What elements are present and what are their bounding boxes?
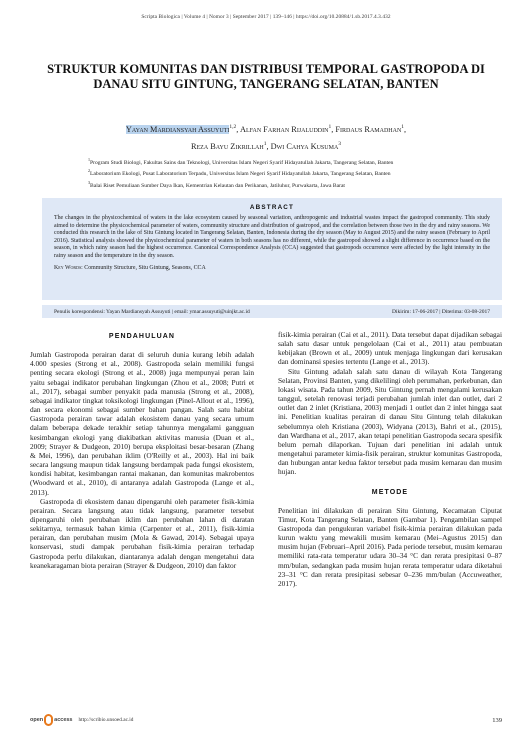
author-affiliation-mark: 1 <box>263 140 267 147</box>
author-separator: , <box>266 141 271 151</box>
journal-url[interactable]: http://scribio.unsoed.ac.id <box>78 717 134 723</box>
author-affiliation-mark: 1 <box>401 124 405 130</box>
footer-left <box>30 714 133 726</box>
abstract-text: The changes in the physicochemical of waters in the lake ecosystem caused by seasonal variation, anthropogenic and industrial wastes impact the gastropod community. This study aimed to determine the physicochemical parameter of waters, community structure and distribution of gastropod, and the correlation between those two in the dry and rainy seasons. We conducted this research in the lake of Situ Gintung located in Tangerang Selatan, Banten, Indonesia during the dry season (May to August 2015) and the rainy season (February to April 2016). Statistical analysis showed the physicochemical parameter of waters in both seasons has no different, while the gastropod showed a slight difference in occurrence based on the season, in which rainy season had the highest occurrence. Canonical Correspondence Analysis (CCA) suggested that gastropods occurrence were affected by the light intensity in the rainy season and the temperature in the dry season. <box>54 215 490 259</box>
keywords-label: Key Words: <box>54 264 83 271</box>
author-list <box>40 120 492 154</box>
author-name: Firdaus Ramadhan <box>335 124 402 134</box>
section-heading-metode: METODE <box>371 488 409 496</box>
correspondence-bar <box>42 305 502 318</box>
author-separator: , <box>236 124 240 134</box>
running-head: Scripta Biologica | Volume 4 | Nomor 3 | September 2017 | 139–146 | https://doi.org/10.20884/1.sb.2017.4.3.432 <box>141 14 391 20</box>
open-access-lock-icon <box>44 714 53 726</box>
paragraph: Gastropoda di ekosistem danau dipengaruhi oleh parameter fisik-kimia perairan. Secara langsung atau tidak langsung, parameter tersebut dipengaruhi oleh perubahan iklim dan perubahan lahan di daratan sekitarnya, termasuk bahan kimia (Carpenter et al., 2011), fisik-kimia perairan, dan perubahan musim (Mola & Gawad, 2014). Sebagai upaya konservasi, studi dampak perubahan fisik-kimia perairan terhadap Gastropoda perlu dilakukan, diantaranya adalah dengan mengetahui data keanekaragaman biota perairan (Strayer & Dudgeon, 2010) dan faktor <box>30 496 254 570</box>
left-column <box>30 330 254 570</box>
author-name: Reza Bayu Zikrillah <box>190 141 264 151</box>
paper-title: STRUKTUR KOMUNITAS DAN DISTRIBUSI TEMPORAL GASTROPODA DI DANAU SITU GINTUNG, TANGERANG SELATAN, BANTEN <box>47 62 485 91</box>
author-affiliation-mark: 3 <box>338 140 342 147</box>
author-affiliation-mark: 1 <box>328 124 332 130</box>
paragraph: Situ Gintung adalah salah satu danau di wilayah Kota Tangerang Selatan, Provinsi Banten, yang dikelilingi oleh perumahan, perkebunan, dan lokasi wisata. Pada tahun 2009, Situ Gintung pernah mengalami kerusakan tanggul, setelah renovasi terjadi perubahan jumlah inlet dan outlet, dari 2 outlet dan 2 inlet (Kristiana, 2003) menjadi 1 outlet dan 2 inlet hingga saat ini. Penelitian kualitas perairan di danau Situ Gintung telah dilakukan sebelumnya oleh Kristiana (2003), Widyana (2013), Bahri et al., (2015), dan Wardhana et al., 2017, akan tetapi penelitian Gastropoda secara spesifik belum pernah dilaporkan. Tujuan dari penelitian ini adalah untuk mengetahui parameter kimia-fisik perairan, struktur komunitas Gastropoda, dan hubungan antar kedua faktor tersebut pada musim kemarau dan musim hujan. <box>278 366 502 477</box>
affiliation-list <box>88 156 468 190</box>
paragraph: Penelitian ini dilakukan di perairan Situ Gintung, Kecamatan Ciputat Timur, Kota Tangerang Selatan, Banten (Gambar 1). Pengambilan sampel Gastropoda dan pengukuran variabel fisik-kimia perairan dilakukan pada kurun waktu yang mewakili musim kemarau (Mei–Agustus 2015) dan musim hujan (Februari–April 2016). Pada periode tersebut, musim kemarau memiliki rata-rata temperatur udara 30–34 °C dan rerata presipitasi 0–87 mm/bulan, sedangkan pada musim hujan rerata temperatur udara diketahui 23–31 °C dan rerata presipitasi sebesar 0–236 mm/bulan (Accuweather, 2017). <box>278 505 502 588</box>
section-heading-pendahuluan: PENDAHULUAN <box>108 333 176 340</box>
affiliation-line: $^2$Laboratorium Ekologi, Pusat Laboratorium Terpadu, Universitas Islam Negeri Syarif Hidayatullah Jakarta, Tangerang Selatan, Banten <box>88 168 391 178</box>
logo-text-access: access <box>54 717 73 723</box>
page-number: 139 <box>492 716 502 724</box>
right-column <box>278 330 502 588</box>
keywords <box>54 265 490 273</box>
paragraph: fisik-kimia perairan (Cai et al., 2011). Data tersebut dapat dijadikan sebagai salah satu dasar untuk pengelolaan (Cai et al., 2011) atau pembuatan kebijakan (Brown et al., 2009) untuk menjaga lingkungan dari kerusakan dan dominansi spesies tertentu (Lange et al., 2013). <box>278 330 502 367</box>
keywords-text: Community Structure, Situ Gintung, Seasons, CCA <box>82 264 206 271</box>
author-separator: , <box>331 124 336 134</box>
author-name: Dwi Cahya Kusuma <box>270 141 339 151</box>
abstract-heading: ABSTRACT <box>249 204 295 211</box>
correspondence-author: Penulis korespondensi: Yayan Mardiansyah Assuyuti | email: ymar.assuyuti@uinjkt.ac.id <box>54 308 250 315</box>
affiliation-line: $^3$Balai Riset Pemuliaan Sumber Daya Ikan, Kementrian Kelautan dan Perikanan, Jatiluhur, Purwakarta, Jawa Barat <box>88 179 345 189</box>
abstract-box <box>42 198 502 300</box>
paragraph: Jumlah Gastropoda perairan darat di seluruh dunia kurang lebih adalah 4.000 spesies (Strong et al., 2008). Gastropoda selain memiliki fungsi penting secara ekologi (Strong et al., 2008) juga mempunyai peran lain yaitu sebagai indikator perubahan lingkungan (Zhou et al., 2008; Putri et al., 2017), sebagai sumber penyakit pada manusia (Strong et al., 2008), sebagai indikator tingkat toksikologi lingkungan (Pinel-Allout et al., 1996), dan secara ekonomi sebagai sumber bahan pangan. Salah satu habitat Gastropoda perairan tawar adalah ekosistem danau yang secara umum dalam beberapa dekade terakhir setiap tahunnya mengalami gangguan kesimbangan ekologi yang diakibatkan aktivitas manusia (Duan et al., 2009; Strayer & Dudgeon, 2010) berupa eksploitasi besar-besaran (Zhang & Mei, 1996), dan perubahan iklim (O'Reilly et al., 2003). Hal ini baik secara langsung maupun tidak langsung berdampak pada fungsi ekosistem, kondisi habitat, kesimbangan rantai makanan, dan komunitas makrobentos (Woodward et al., 2010), di antaranya adalah Gastropoda (Lange et al., 2013). <box>30 350 254 497</box>
author-separator: , <box>404 124 407 134</box>
section-spacer <box>278 477 502 486</box>
author-name: Yayan Mardiansyah Assuyuti <box>125 124 230 134</box>
open-access-logo <box>30 714 73 726</box>
author-name: Alfan Farhan Rijaluddin <box>239 124 329 134</box>
author-affiliation-mark: 1,2 <box>229 124 237 130</box>
page-footer <box>30 710 502 730</box>
affiliation-line: $^1$Program Studi Biologi, Fakultas Sains dan Teknologi, Universitas Islam Negeri Syarif Hidayatullah Jakarta, Tangerang Selatan, Banten <box>88 157 394 166</box>
submission-dates: Dikirim: 17-06-2017 | Diterima: 03-08-2017 <box>392 308 490 315</box>
logo-text-open: open <box>30 717 44 723</box>
